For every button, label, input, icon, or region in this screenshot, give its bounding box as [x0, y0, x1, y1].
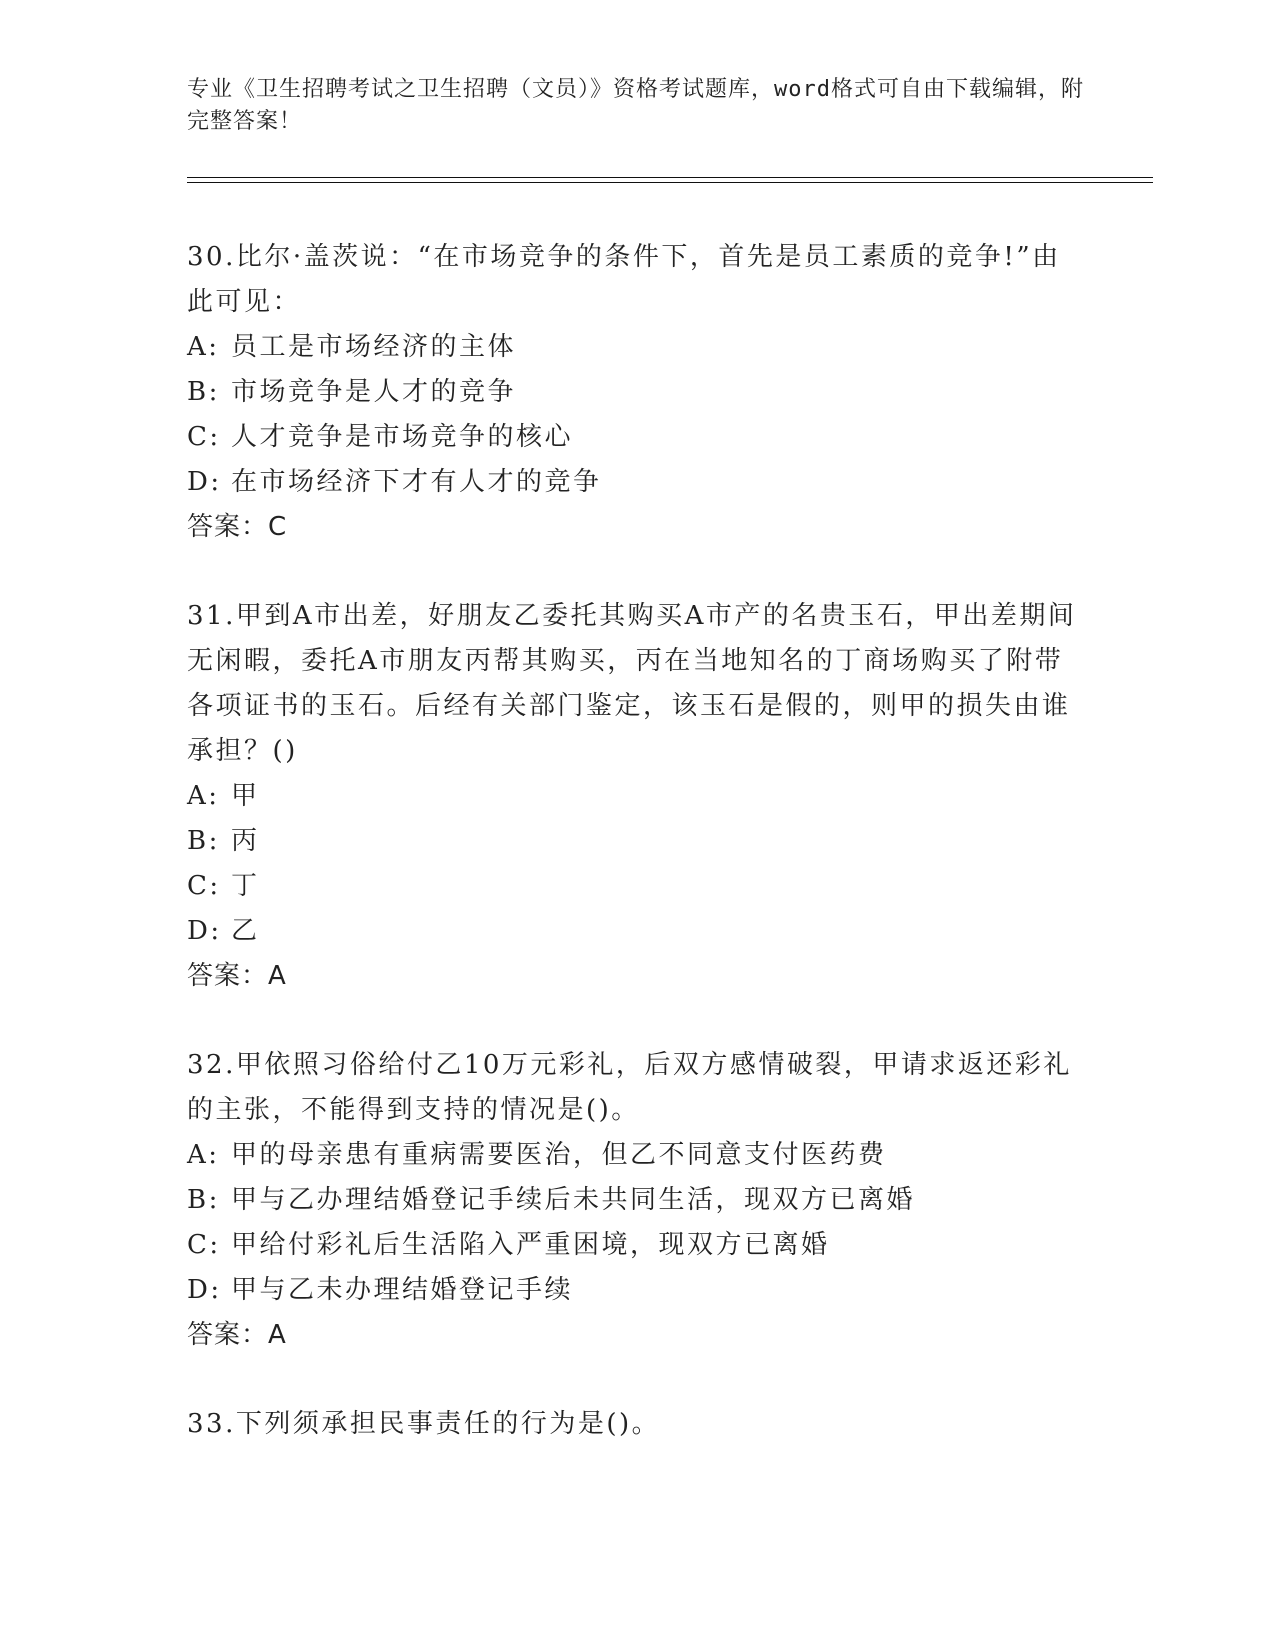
option-text: 丁 — [231, 871, 260, 901]
answer-line: 答案：C — [187, 512, 288, 542]
header-divider-bottom — [187, 182, 1153, 183]
question-item — [187, 1043, 1087, 1358]
document-header: 专业《卫生招聘考试之卫生招聘（文员）》资格考试题库，word格式可自由下载编辑，附完整答案！ — [187, 77, 1084, 134]
question-stem: 31.甲到A市出差，好朋友乙委托其购买A市产的名贵玉石，甲出差期间无闲暇，委托A市朋友丙帮其购买，丙在当地知名的丁商场购买了附带各项证书的玉石。后经有关部门鉴定，该玉石是假的，则甲的损失由谁承担？() — [187, 601, 1077, 766]
question-item — [187, 1402, 1087, 1447]
option-d — [187, 909, 1087, 954]
option-b — [187, 1178, 1087, 1223]
option-c — [187, 415, 1087, 460]
option-key: D: — [187, 467, 222, 497]
option-a — [187, 1133, 1087, 1178]
question-stem: 32.甲依照习俗给付乙10万元彩礼，后双方感情破裂，甲请求返还彩礼的主张，不能得到支持的情况是()。 — [187, 1050, 1072, 1125]
option-text: 员工是市场经济的主体 — [231, 332, 517, 362]
option-key: B: — [187, 1185, 220, 1215]
option-text: 甲与乙未办理结婚登记手续 — [231, 1275, 574, 1305]
option-text: 甲与乙办理结婚登记手续后未共同生活，现双方已离婚 — [231, 1185, 916, 1215]
option-key: A: — [187, 1140, 220, 1170]
option-text: 甲的母亲患有重病需要医治，但乙不同意支付医药费 — [231, 1140, 887, 1170]
question-stem: 30.比尔·盖茨说：“在市场竞争的条件下，首先是员工素质的竞争!”由此可见： — [187, 242, 1061, 317]
option-text: 丙 — [231, 826, 260, 856]
option-b — [187, 370, 1087, 415]
option-key: D: — [187, 916, 222, 946]
option-key: D: — [187, 1275, 222, 1305]
option-c — [187, 1223, 1087, 1268]
question-item — [187, 594, 1087, 999]
option-key: A: — [187, 332, 220, 362]
option-text: 甲 — [231, 781, 260, 811]
option-a — [187, 325, 1087, 370]
option-a — [187, 774, 1087, 819]
question-list — [187, 235, 1087, 1491]
option-key: C: — [187, 871, 221, 901]
option-key: C: — [187, 1230, 221, 1260]
option-text: 人才竞争是市场竞争的核心 — [231, 422, 574, 452]
option-b — [187, 819, 1087, 864]
option-c — [187, 864, 1087, 909]
question-stem: 33.下列须承担民事责任的行为是()。 — [187, 1409, 661, 1439]
answer-line: 答案：A — [187, 1320, 287, 1350]
option-key: B: — [187, 377, 220, 407]
option-d — [187, 1268, 1087, 1313]
option-text: 市场竞争是人才的竞争 — [231, 377, 517, 407]
option-key: A: — [187, 781, 220, 811]
option-text: 乙 — [231, 916, 260, 946]
option-d — [187, 460, 1087, 505]
question-item — [187, 235, 1087, 550]
option-text: 甲给付彩礼后生活陷入严重困境，现双方已离婚 — [231, 1230, 830, 1260]
option-text: 在市场经济下才有人才的竞争 — [231, 467, 602, 497]
option-key: B: — [187, 826, 220, 856]
header-divider-top — [187, 177, 1153, 178]
option-key: C: — [187, 422, 221, 452]
answer-line: 答案：A — [187, 961, 287, 991]
